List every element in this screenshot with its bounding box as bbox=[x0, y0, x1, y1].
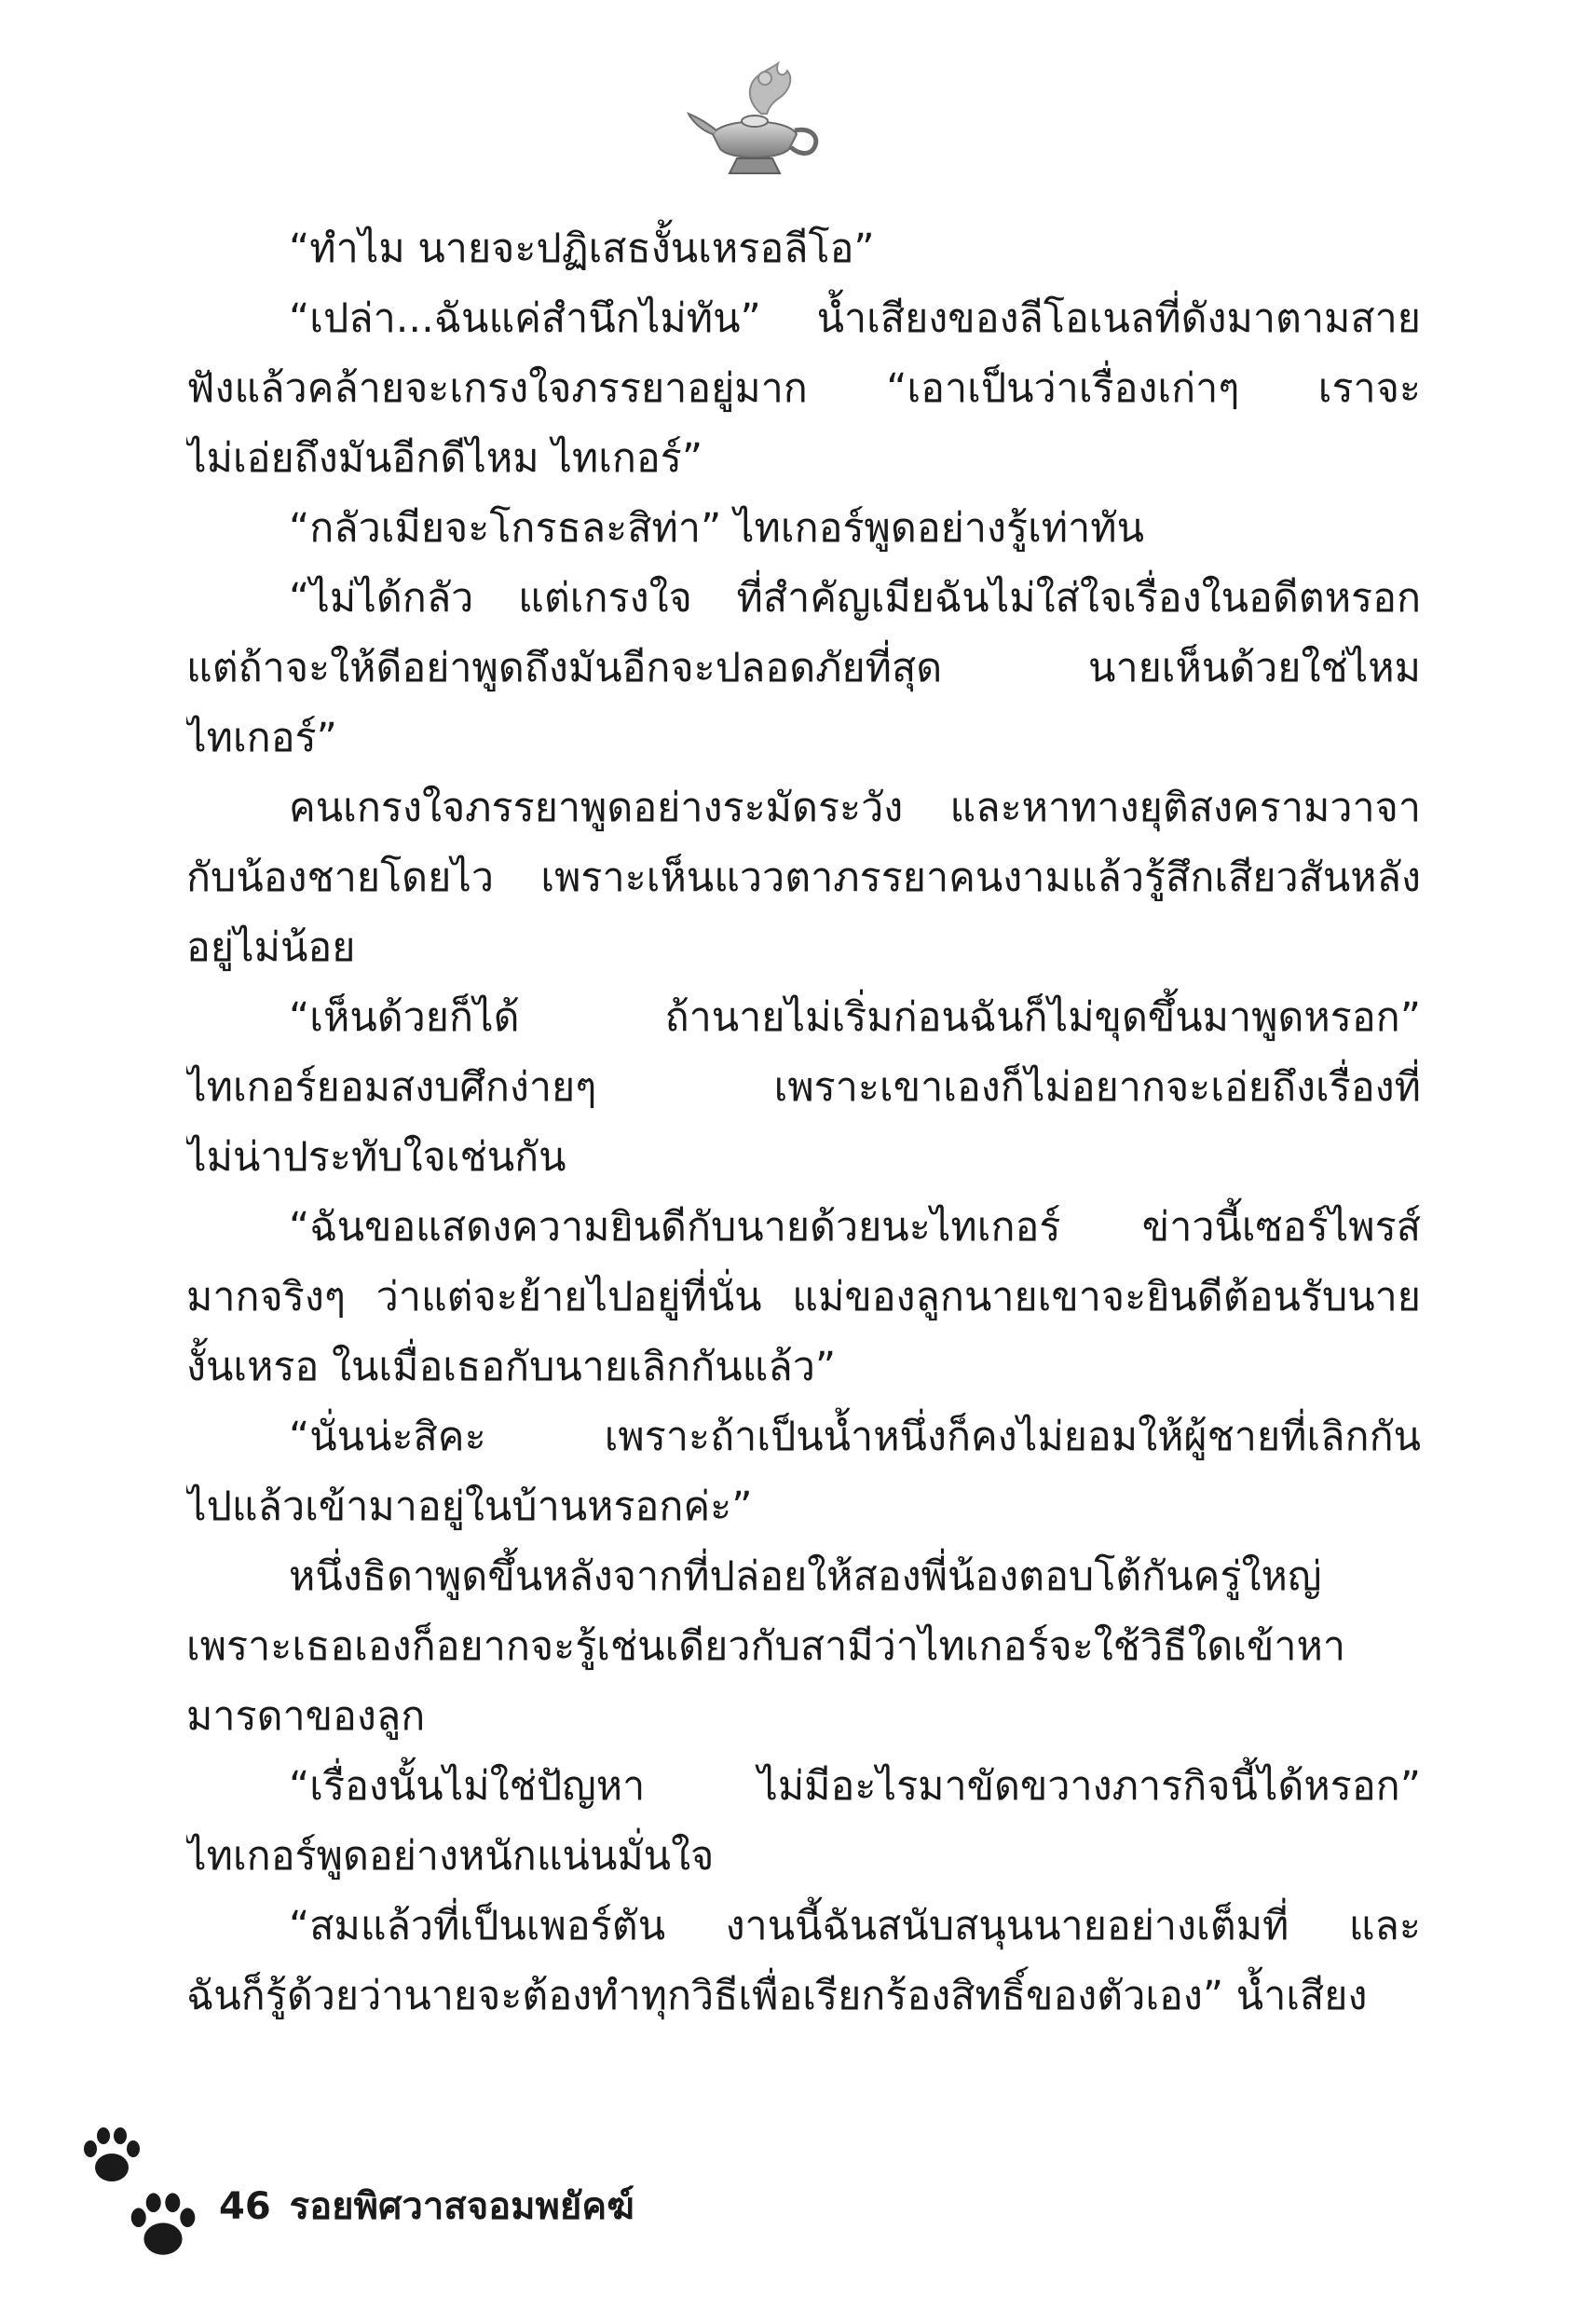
paragraph-line: อยู่ไม่น้อย bbox=[186, 924, 356, 971]
paw-print-icon bbox=[126, 2190, 200, 2264]
book-title: รอยพิศวาสจอมพยัคฆ์ bbox=[289, 2185, 634, 2228]
paragraph-line: มารดาของลูก bbox=[186, 1693, 426, 1740]
paragraph-line: “ทำไม นายจะปฏิเสธงั้นเหรอลีโอ” bbox=[289, 226, 875, 272]
running-footer bbox=[219, 2181, 634, 2233]
paragraph-line: ไทเกอร์พูดอย่างหนักแน่นมั่นใจ bbox=[186, 1833, 715, 1880]
paragraph-line: “เรื่องนั้นไม่ใช่ปัญหา ไม่มีอะไรมาขัดขวางภารกิจนี้ได้หรอก” bbox=[289, 1763, 1421, 1810]
page-number: 46 bbox=[219, 2185, 271, 2228]
paragraph-line: ไทเกอร์ยอมสงบศึกง่ายๆ เพราะเขาเองก็ไม่อยากจะเอ่ยถึงเรื่องที่ bbox=[186, 1064, 1421, 1111]
paragraph-line: “กลัวเมียจะโกรธละสิท่า” ไทเกอร์พูดอย่างรู้เท่าทัน bbox=[289, 505, 1145, 552]
body-text bbox=[186, 214, 1421, 2031]
paragraph-line: มากจริงๆ ว่าแต่จะย้ายไปอยู่ที่นั่น แม่ของลูกนายเขาจะยินดีต้อนรับนาย bbox=[186, 1274, 1421, 1320]
paragraph-line: กับน้องชายโดยไว เพราะเห็นแววตาภรรยาคนงามแล้วรู้สึกเสียวสันหลัง bbox=[186, 855, 1421, 901]
paragraph-line: “ไม่ได้กลัว แต่เกรงใจ ที่สำคัญเมียฉันไม่ใส่ใจเรื่องในอดีตหรอก bbox=[289, 575, 1421, 622]
genie-lamp-icon bbox=[685, 56, 825, 182]
page-footer bbox=[79, 2125, 731, 2264]
paw-print-icon bbox=[79, 2125, 144, 2190]
paragraph-line: หนึ่งธิดาพูดขึ้นหลังจากที่ปล่อยให้สองพี่น้องตอบโต้กันครู่ใหญ่ bbox=[289, 1553, 1322, 1600]
paragraph-line: ไปแล้วเข้ามาอยู่ในบ้านหรอกค่ะ” bbox=[186, 1484, 753, 1530]
paragraph-line: ไทเกอร์” bbox=[186, 715, 337, 761]
paragraph-line: “นั่นน่ะสิคะ เพราะถ้าเป็นน้ำหนึ่งก็คงไม่ยอมให้ผู้ชายที่เลิกกัน bbox=[289, 1414, 1421, 1460]
paragraph-line: คนเกรงใจภรรยาพูดอย่างระมัดระวัง และหาทางยุติสงครามวาจา bbox=[289, 785, 1421, 831]
paragraph-line: แต่ถ้าจะให้ดีอย่าพูดถึงมันอีกจะปลอดภัยที่สุด นายเห็นด้วยใช่ไหม bbox=[186, 645, 1421, 691]
paragraph-line: ไม่น่าประทับใจเช่นกัน bbox=[186, 1134, 566, 1181]
paragraph-line: ไม่เอ่ยถึงมันอีกดีไหม ไทเกอร์” bbox=[186, 435, 703, 482]
paragraph-line: ฟังแล้วคล้ายจะเกรงใจภรรยาอยู่มาก “เอาเป็นว่าเรื่องเก่าๆ เราจะ bbox=[186, 365, 1421, 412]
paragraph-line: “เปล่า...ฉันแค่สำนึกไม่ทัน” น้ำเสียงของลีโอเนลที่ดังมาตามสาย bbox=[289, 295, 1421, 342]
paragraph-line: ฉันก็รู้ด้วยว่านายจะต้องทำทุกวิธีเพื่อเรียกร้องสิทธิ์ของตัวเอง” น้ำเสียง bbox=[186, 1973, 1368, 2019]
paragraph-line: “ฉันขอแสดงความยินดีกับนายด้วยนะไทเกอร์ ข่าวนี้เซอร์ไพรส์ bbox=[289, 1204, 1421, 1251]
paragraph-line: งั้นเหรอ ในเมื่อเธอกับนายเลิกกันแล้ว” bbox=[186, 1344, 837, 1390]
paragraph-line: “สมแล้วที่เป็นเพอร์ตัน งานนี้ฉันสนับสนุนนายอย่างเต็มที่ และ bbox=[289, 1903, 1421, 1949]
paragraph-line: “เห็นด้วยก็ได้ ถ้านายไม่เริ่มก่อนฉันก็ไม่ขุดขึ้นมาพูดหรอก” bbox=[289, 994, 1421, 1041]
paragraph-line: เพราะเธอเองก็อยากจะรู้เช่นเดียวกับสามีว่าไทเกอร์จะใช้วิธีใดเข้าหา bbox=[186, 1623, 1346, 1670]
